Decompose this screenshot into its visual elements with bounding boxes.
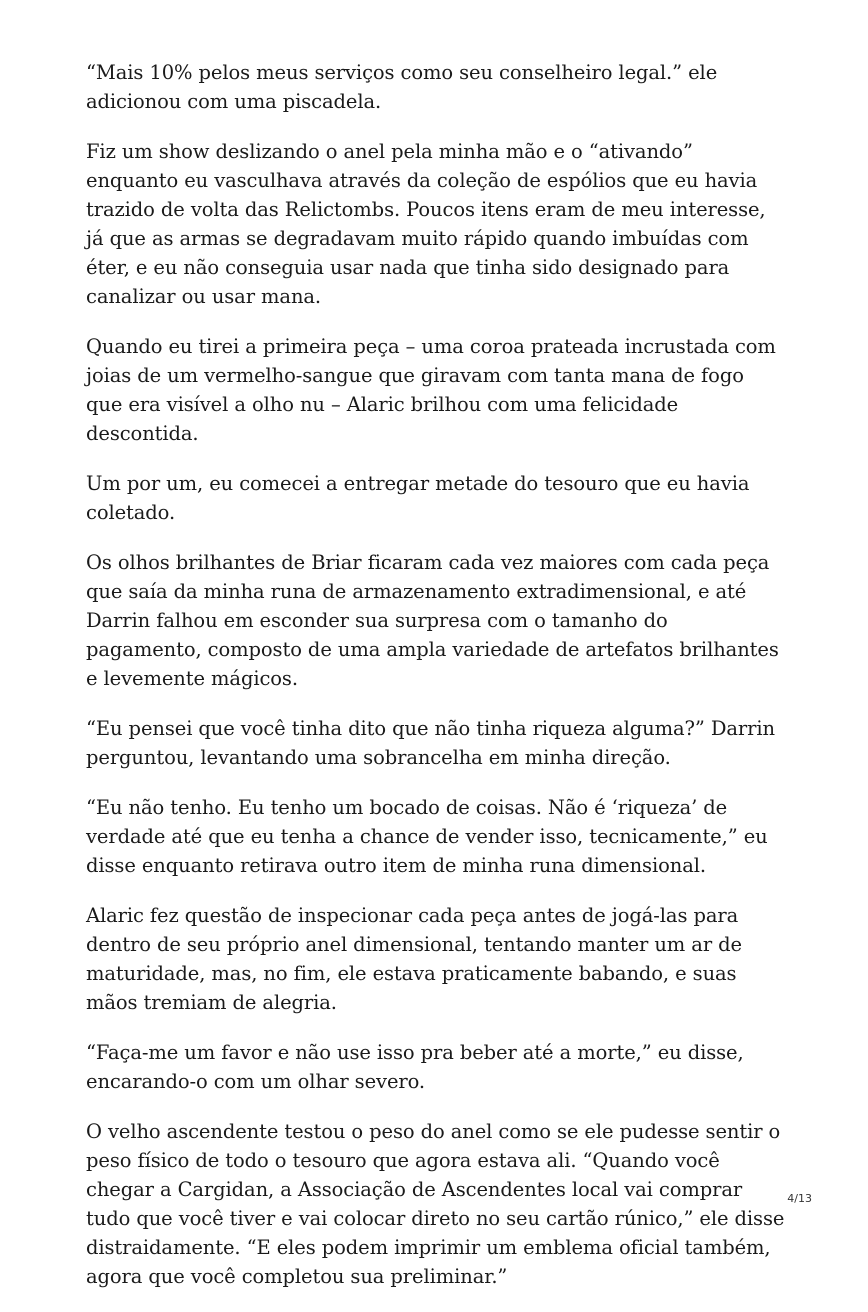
paragraph: “Faça-me um favor e não use isso pra beber até a morte,” eu disse, encarando-o com um olhar severo. bbox=[86, 1041, 744, 1093]
paragraph: Fiz um show deslizando o anel pela minha mão e o “ativando” enquanto eu vasculhava através da coleção de espólios que eu havia trazido de volta das Relictombs. Poucos itens eram de meu interesse, já que as armas se degradavam muito rápido quando imbuídas com éter, e eu não conseguia usar nada que tinha sido designado para canalizar ou usar mana. bbox=[86, 140, 766, 308]
paragraph: “Eu pensei que você tinha dito que não tinha riqueza alguma?” Darrin perguntou, levantando uma sobrancelha em minha direção. bbox=[86, 717, 775, 769]
document-body bbox=[86, 58, 786, 1312]
paragraph: Um por um, eu comecei a entregar metade do tesouro que eu havia coletado. bbox=[86, 472, 750, 524]
paragraph: “Mais 10% pelos meus serviços como seu conselheiro legal.” ele adicionou com uma piscadela. bbox=[86, 61, 718, 113]
paragraph: “Eu não tenho. Eu tenho um bocado de coisas. Não é ‘riqueza’ de verdade até que eu tenha a chance de vender isso, tecnicamente,” eu disse enquanto retirava outro item de minha runa dimensional. bbox=[86, 796, 768, 877]
paragraph: Alaric fez questão de inspecionar cada peça antes de jogá-las para dentro de seu próprio anel dimensional, tentando manter um ar de maturidade, mas, no fim, ele estava praticamente babando, e suas mãos tremiam de alegria. bbox=[86, 904, 742, 1014]
paragraph: Os olhos brilhantes de Briar ficaram cada vez maiores com cada peça que saía da minha runa de armazenamento extradimensional, e até Darrin falhou em esconder sua surpresa com o tamanho do pagamento, composto de uma ampla variedade de artefatos brilhantes e levemente mágicos. bbox=[86, 551, 779, 690]
page-number: 4/13 bbox=[787, 1192, 812, 1205]
paragraph: O velho ascendente testou o peso do anel como se ele pudesse sentir o peso físico de todo o tesouro que agora estava ali. “Quando você chegar a Cargidan, a Associação de Ascendentes local vai comprar tudo que você tiver e vai colocar direto no seu cartão rúnico,” ele disse distraidamente. “E eles podem imprimir um emblema oficial também, agora que você completou sua preliminar.” bbox=[86, 1120, 785, 1288]
paragraph: Quando eu tirei a primeira peça – uma coroa prateada incrustada com joias de um vermelho-sangue que giravam com tanta mana de fogo que era visível a olho nu – Alaric brilhou com uma felicidade descontida. bbox=[86, 335, 776, 445]
